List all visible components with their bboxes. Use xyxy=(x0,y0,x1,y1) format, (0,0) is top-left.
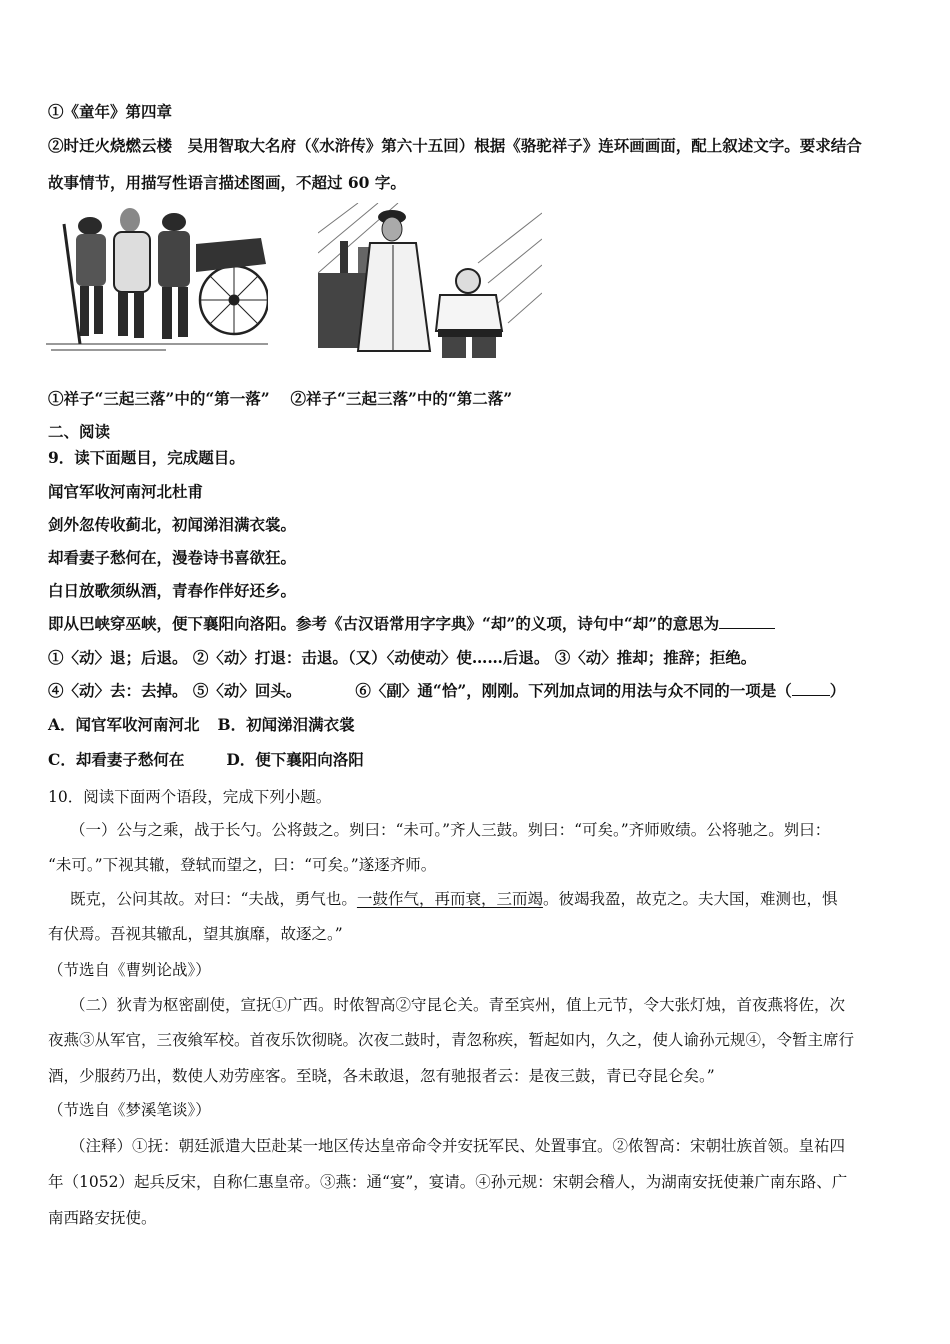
notes-line-2: 年（1052）起兵反宋，自称仁惠皇帝。③燕：通“宴”，宴请。④孙元规：宋朝会稽人，为湖南安抚使兼广南东路、广 xyxy=(48,1173,848,1191)
source-cao-gui: （节选自《曹刿论战》） xyxy=(48,961,211,979)
underlined-phrase: 一鼓作气，再而衰，三而竭 xyxy=(356,890,543,908)
passage2-line-2: 夜燕③从军官，三夜飨军校。首夜乐饮彻晓。次夜二鼓时，青忽称疾，暂起如内，久之，使人谕孙元规④，令暂主席行 xyxy=(48,1031,855,1049)
passage1-line-2: “未可。”下视其辙，登轼而望之，曰：“可矣。”遂逐齐师。 xyxy=(48,856,437,874)
comic-captions: ①祥子“三起三落”中的“第一落” ②祥子“三起三落”中的“第二落” xyxy=(48,389,513,408)
option-c[interactable]: C．却看妻子愁何在 xyxy=(48,750,185,769)
definitions-line-1: ①〈动〉退；后退。 ②〈动〉打退：击退。（又）〈动使动〉使……后退。 ③〈动〉推却；推辞；拒绝。 xyxy=(48,648,757,667)
poem-line-3: 白日放歌须纵酒，青春作伴好还乡。 xyxy=(48,581,297,600)
definitions-6-question: ⑥〈副〉通“恰”，刚刚。下列加点词的用法与众不同的一项是（ xyxy=(355,681,792,700)
question-10-title: 10．阅读下面两个语段，完成下列小题。 xyxy=(48,788,332,806)
options-row-ab xyxy=(48,715,355,735)
definitions-line-2 xyxy=(48,681,845,701)
comic-panel-first-fall xyxy=(46,204,268,354)
passage2-line-3: 酒，少服药乃出，数使人劝劳座客。至晓，各未敢退，忽有驰报者云：是夜三鼓，青已夺昆仑矣。” xyxy=(48,1067,715,1085)
option-d[interactable]: D．便下襄阳向洛阳 xyxy=(226,750,364,769)
comic-panel-second-fall xyxy=(318,203,542,358)
poem-line-1: 剑外忽传收蓟北，初闻涕泪满衣裳。 xyxy=(48,515,297,534)
source-mengxi: （节选自《梦溪笔谈》） xyxy=(48,1101,211,1119)
bottle-icon xyxy=(340,241,348,273)
section-heading-reading: 二、阅读 xyxy=(48,422,111,441)
notes-line-3: 南西路安抚使。 xyxy=(48,1209,157,1227)
item-water-margin-line2: 故事情节，用描写性语言描述图画，不超过 60 字。 xyxy=(48,173,406,192)
passage1-line-4: 有伏焉。吾视其辙乱，望其旗靡，故逐之。” xyxy=(48,925,343,943)
close-paren: ） xyxy=(829,681,846,700)
poem-title: 闻官军收河南河北杜甫 xyxy=(48,482,204,501)
question-9-title: 9．读下面题目，完成题目。 xyxy=(48,448,245,467)
answer-blank[interactable] xyxy=(719,614,775,629)
passage1-line-3-b: 。彼竭我盈，故克之。夫大国，难测也，惧 xyxy=(542,890,838,908)
item-water-margin-line1: ②时迁火烧燃云楼 吴用智取大名府（《水浒传》第六十五回）根据《骆驼祥子》连环画画面，配上叙述文字。要求结合 xyxy=(48,136,862,155)
poem-line-4-text: 即从巴峡穿巫峡，便下襄阳向洛阳。参考《古汉语常用字字典》“却”的义项，诗句中“却”的意思为 xyxy=(48,614,720,633)
passage1-line-3-a: 既克，公问其故。对曰：“夫战，勇气也。 xyxy=(70,890,357,908)
poem-line-4 xyxy=(48,614,775,634)
item-childhood: ①《童年》第四章 xyxy=(48,102,173,121)
option-b[interactable]: B．初闻涕泪满衣裳 xyxy=(217,715,355,734)
passage1-line-3 xyxy=(70,889,837,909)
passage1-line-1: （一）公与之乘，战于长勺。公将鼓之。刿曰：“未可。”齐人三鼓。刿曰：“可矣。”齐师败绩。公将驰之。刿曰： xyxy=(70,821,831,839)
poem-line-2: 却看妻子愁何在，漫卷诗书喜欲狂。 xyxy=(48,548,297,567)
notes-line-1: （注释）①抚：朝廷派遣大臣赴某一地区传达皇帝命令并安抚军民、处置事宜。②侬智高：宋朝壮族首领。皇祐四 xyxy=(70,1137,846,1155)
passage2-line-1: （二）狄青为枢密副使，宣抚①广西。时侬智高②守昆仑关。青至宾州，值上元节，令大张灯烛，首夜燕将佐，次 xyxy=(70,996,846,1014)
option-a[interactable]: A．闻官军收河南河北 xyxy=(48,715,200,734)
answer-paren-blank[interactable] xyxy=(792,681,830,696)
options-row-cd xyxy=(48,750,364,770)
rickshaw-wheel-icon xyxy=(200,266,268,334)
definitions-4-5: ④〈动〉去：去掉。 ⑤〈动〉回头。 xyxy=(48,681,302,700)
